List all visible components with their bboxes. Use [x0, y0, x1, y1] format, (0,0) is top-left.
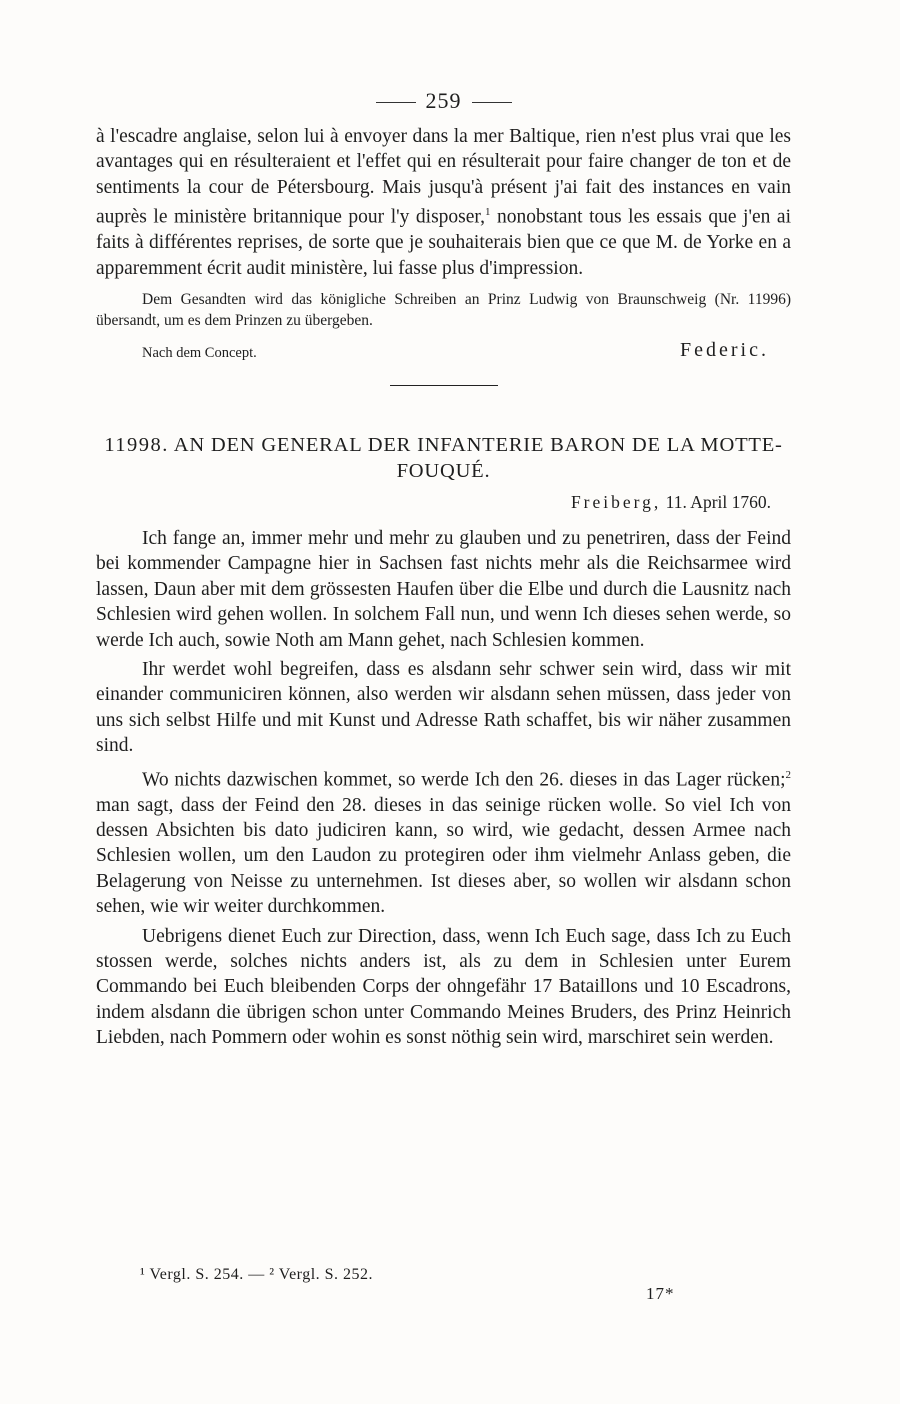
header-dash-left: [376, 102, 416, 103]
footnotes: ¹ Vergl. S. 254. — ² Vergl. S. 252.: [140, 1266, 374, 1283]
page-body: [96, 88, 791, 1051]
page-number: 259: [425, 88, 462, 113]
signature: Federic.: [680, 338, 769, 361]
footnote-ref-1: 1: [485, 206, 491, 219]
letter-paragraph-4: Uebrigens dienet Euch zur Direction, dass, wenn Ich Euch sage, dass Ich zu Euch stossen werde, solches nichts anders ist, als zu dem in Schlesien unter Eurem Commando bei Euch bleibenden Corps der ohngefähr 17 Bataillons und 10 Escadrons, indem alsdann die übrigen schon unter Commando Meines Bruders, des Prinz Heinrich Liebden, nach Pommern oder wohin es sonst nöthig sein wird, marschiret sein werden.: [96, 925, 791, 1049]
header-dash-right: [472, 102, 512, 103]
letter-paragraph-2: Ihr werdet wohl begreifen, dass es alsdann sehr schwer sein wird, dass wir mit einander communiciren können, also werden wir alsdann sehen müssen, dass jeder von uns sich selbst Hilfe und mit Kunst und Adresse Rath schaffet, bis wir näher zusammen sind.: [96, 658, 791, 757]
letter-paragraph-3: Wo nichts dazwischen kommet, so werde Ich den 26. dieses in das Lager rücken;$^2$ man sagt, dass der Feind den 28. dieses in das seinige rücken wolle. So viel Ich von dessen Absichten bis dato judiciren kann, so wird, wie gedacht, dessen Armee nach Schlesien wollen, um den Laudon zu protegiren oder ihm vielmehr Anlass geben, die Belagerung von Neisse zu unternehmen. Ist dieses aber, so wollen wir alsdann schon sehen, wie wir weiter durchkommen.: [96, 768, 791, 918]
page-header: [96, 88, 791, 124]
footnote-ref-2: 2: [785, 768, 791, 781]
letter-number: 11998.: [104, 433, 169, 456]
letter-heading: [96, 432, 791, 484]
sheet-signature-mark: 17*: [646, 1284, 675, 1303]
section-divider: [390, 385, 498, 386]
previous-letter-text: à l'escadre anglaise, selon lui à envoyer dans la mer Baltique, rien n'est plus vrai que les avantages qui en résulteraient et l'effet qui en résulterait pour faire changer de ton et de sentiments la cour de Pétersbourg. Mais jusqu'à présent j'ai fait des instances en vain auprès le ministère britannique pour l'y disposer,$^1$ nonobstant tous les essais que j'en ai faits à différentes reprises, de sorte que je souhaiterais bien que ce que M. de Yorke en a apparemment écrit audit ministère, lui fasse plus d'impression.: [96, 126, 791, 279]
letter-title: AN DEN GENERAL DER INFANTERIE BARON DE LA MOTTE-FOUQUÉ.: [173, 433, 783, 482]
source-note: Nach dem Concept.: [142, 344, 257, 361]
letter-dateline: [96, 492, 791, 522]
letter-date: 11. April 1760.: [665, 491, 771, 512]
signature-line: [96, 335, 791, 369]
editorial-note: Dem Gesandten wird das königliche Schreiben an Prinz Ludwig von Braunschweig (Nr. 11996) übersandt, um es dem Prinzen zu übergeben.: [96, 290, 791, 329]
letter-place: Freiberg,: [570, 491, 662, 512]
letter-paragraph-1: Ich fange an, immer mehr und mehr zu glauben und zu penetriren, dass der Feind bei kommender Campagne hier in Sachsen fast nichts mehr als die Reichsarmee wird lassen, Daun aber mit dem grössesten Haufen über die Elbe und durch die Lausnitz nach Schlesien wird gehen wollen. In solchem Fall nun, und wenn Ich dieses sehen werde, so werde Ich auch, sowie Noth am Mann gehet, nach Schlesien kommen.: [96, 527, 791, 651]
